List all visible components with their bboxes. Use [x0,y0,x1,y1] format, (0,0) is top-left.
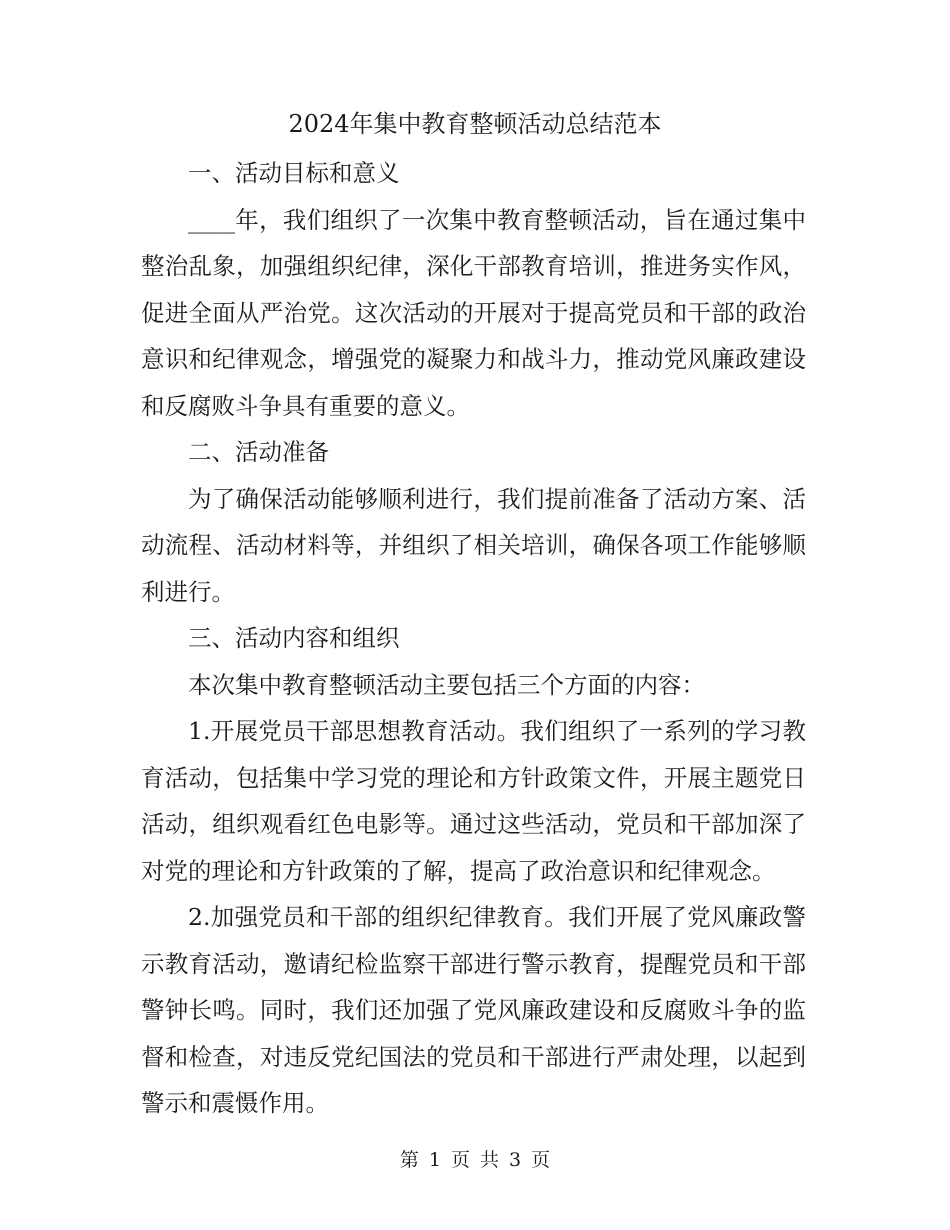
paragraph-goals: ____年，我们组织了一次集中教育整顿活动，旨在通过集中整治乱象，加强组织纪律，深化干部教育培训，推进务实作风，促进全面从严治党。这次活动的开展对于提高党员和干部的政治意识和纪律观念，增强党的凝聚力和战斗力，推动党风廉政建设和反腐败斗争具有重要的意义。 [141,205,806,420]
section-heading-goals: 一、活动目标和意义 [188,159,400,187]
page-number-footer: 第 1 页 共 3 页 [399,1149,551,1171]
section-heading-preparation: 二、活动准备 [188,438,329,466]
paragraph-item-2: 2.加强党员和干部的组织纪律教育。我们开展了党风廉政警示教育活动，邀请纪检监察干部进行警示教育，提醒党员和干部警钟长鸣。同时，我们还加强了党风廉政建设和反腐败斗争的监督和检查，对违反党纪国法的党员和干部进行严肃处理，以起到警示和震慑作用。 [141,903,806,1117]
paragraph-preparation: 为了确保活动能够顺利进行，我们提前准备了活动方案、活动流程、活动材料等，并组织了相关培训，确保各项工作能够顺利进行。 [141,484,806,606]
paragraph-item-1: 1.开展党员干部思想教育活动。我们组织了一系列的学习教育活动，包括集中学习党的理论和方针政策文件，开展主题党日活动，组织观看红色电影等。通过这些活动，党员和干部加深了对党的理论和方针政策的了解，提高了政治意识和纪律观念。 [141,717,806,885]
document-title: 2024年集中教育整顿活动总结范本 [288,110,662,138]
section-heading-content: 三、活动内容和组织 [188,624,400,652]
paragraph-content-intro: 本次集中教育整顿活动主要包括三个方面的内容： [188,670,705,699]
document-body [141,150,806,1127]
